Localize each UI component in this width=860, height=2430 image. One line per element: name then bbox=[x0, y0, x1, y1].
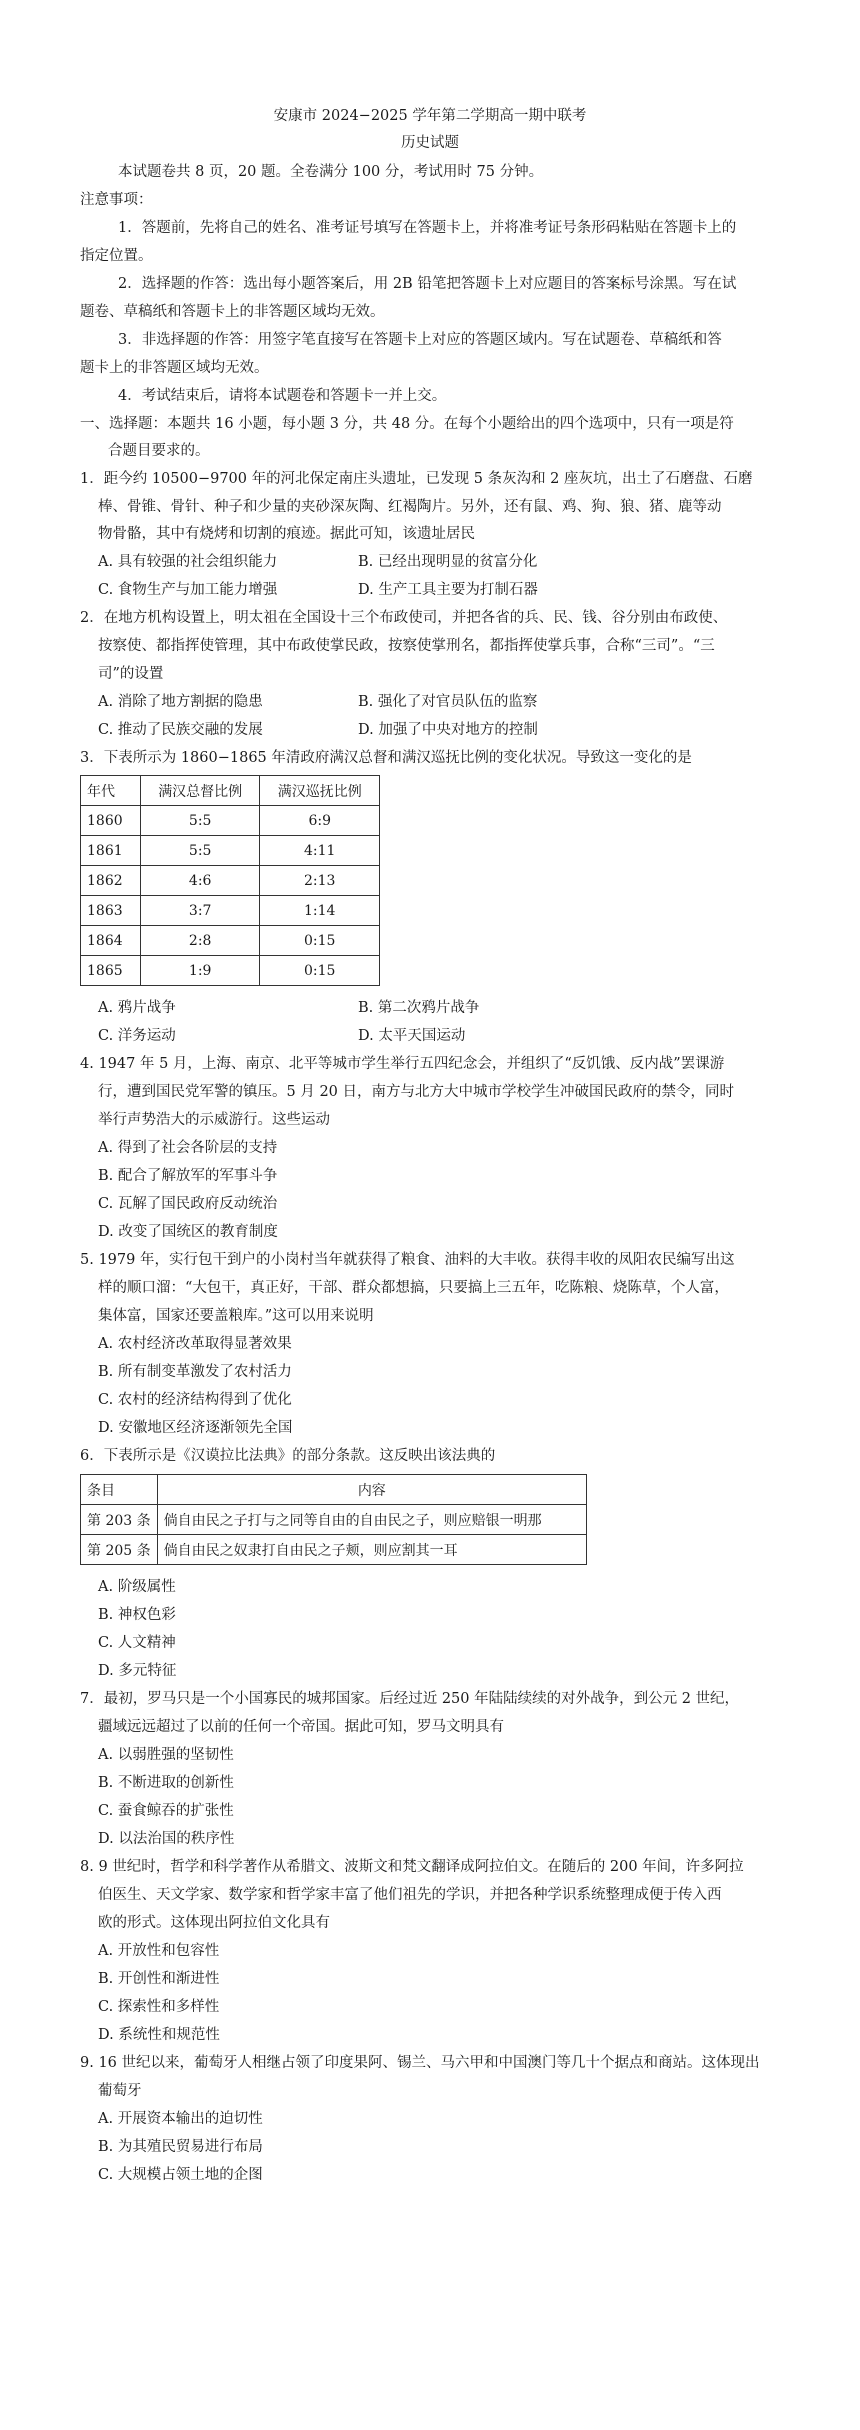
q5-option-c: C. 农村的经济结构得到了优化 bbox=[98, 1392, 292, 1408]
q8-option-c: C. 探索性和多样性 bbox=[98, 1999, 220, 2015]
exam-intro: 本试题卷共 8 页，20 题。全卷满分 100 分，考试用时 75 分钟。 bbox=[118, 164, 544, 180]
q6-option-d: D. 多元特征 bbox=[98, 1663, 177, 1679]
q3-option-d: D. 太平天国运动 bbox=[358, 1028, 466, 1044]
table-cell: 1861 bbox=[81, 836, 141, 866]
q9-stem-line-1: 9. 16 世纪以来，葡萄牙人相继占领了印度果阿、锡兰、马六甲和中国澳门等几十个据点和商站。这体现出 bbox=[80, 2055, 760, 2071]
q2-option-b: B. 强化了对官员队伍的监察 bbox=[358, 694, 538, 710]
table-row bbox=[81, 1505, 587, 1535]
table-cell: 5:5 bbox=[140, 806, 260, 836]
table-cell: 4:11 bbox=[260, 836, 380, 866]
q4-stem-line-2: 行，遭到国民党军警的镇压。5 月 20 日，南方与北方大中城市学校学生冲破国民政府的禁令，同时 bbox=[98, 1084, 734, 1100]
note-2-line-1: 2．选择题的作答：选出每小题答案后，用 2B 铅笔把答题卡上对应题目的答案标号涂黑。写在试 bbox=[118, 276, 737, 292]
q6-option-c: C. 人文精神 bbox=[98, 1635, 176, 1651]
table-row bbox=[81, 866, 380, 896]
q3-option-a: A. 鸦片战争 bbox=[98, 1000, 176, 1016]
note-1-line-1: 1．答题前，先将自己的姓名、准考证号填写在答题卡上，并将准考证号条形码粘贴在答题卡上的 bbox=[118, 220, 737, 236]
q9-option-a: A. 开展资本输出的迫切性 bbox=[98, 2111, 263, 2127]
q5-option-a: A. 农村经济改革取得显著效果 bbox=[98, 1336, 292, 1352]
q7-option-b: B. 不断进取的创新性 bbox=[98, 1775, 234, 1791]
q4-stem-line-1: 4. 1947 年 5 月，上海、南京、北平等城市学生举行五四纪念会，并组织了“反饥饿、反内战”罢课游 bbox=[80, 1056, 725, 1072]
q8-stem-line-3: 欧的形式。这体现出阿拉伯文化具有 bbox=[98, 1915, 330, 1931]
notes-heading: 注意事项： bbox=[80, 192, 153, 208]
q8-stem-line-2: 伯医生、天文学家、数学家和哲学家丰富了他们祖先的学识，并把各种学识系统整理成便于传入西 bbox=[98, 1887, 722, 1903]
table-cell: 5:5 bbox=[140, 836, 260, 866]
q3-table bbox=[80, 775, 380, 986]
table-header-row bbox=[81, 1475, 587, 1505]
table-cell: 2:8 bbox=[140, 926, 260, 956]
table-cell: 2:13 bbox=[260, 866, 380, 896]
note-2-line-2: 题卷、草稿纸和答题卡上的非答题区域均无效。 bbox=[80, 304, 385, 320]
note-3-line-2: 题卡上的非答题区域均无效。 bbox=[80, 360, 269, 376]
q6-option-a: A. 阶级属性 bbox=[98, 1579, 176, 1595]
q1-option-c: C. 食物生产与加工能力增强 bbox=[98, 582, 278, 598]
q2-option-c: C. 推动了民族交融的发展 bbox=[98, 722, 263, 738]
q9-option-c: C. 大规模占领土地的企图 bbox=[98, 2167, 263, 2183]
q7-option-a: A. 以弱胜强的坚韧性 bbox=[98, 1747, 234, 1763]
table-cell: 1860 bbox=[81, 806, 141, 836]
table-header-cell: 年代 bbox=[81, 776, 141, 806]
q5-stem-line-3: 集体富，国家还要盖粮库。”这可以用来说明 bbox=[98, 1308, 374, 1324]
q1-stem-line-1: 1．距今约 10500−9700 年的河北保定南庄头遗址，已发现 5 条灰沟和 2 座灰坑，出土了石磨盘、石磨 bbox=[80, 471, 753, 487]
table-cell: 6:9 bbox=[260, 806, 380, 836]
q4-option-c: C. 瓦解了国民政府反动统治 bbox=[98, 1196, 278, 1212]
q8-stem-line-1: 8. 9 世纪时，哲学和科学著作从希腊文、波斯文和梵文翻译成阿拉伯文。在随后的 200 年间，许多阿拉 bbox=[80, 1859, 744, 1875]
q7-stem-line-2: 疆域远远超过了以前的任何一个帝国。据此可知，罗马文明具有 bbox=[98, 1719, 504, 1735]
q2-stem-line-2: 按察使、都指挥使管理，其中布政使掌民政，按察使掌刑名，都指挥使掌兵事，合称“三司”。“三 bbox=[98, 638, 715, 654]
q2-stem-line-1: 2．在地方机构设置上，明太祖在全国设十三个布政使司，并把各省的兵、民、钱、谷分别由布政使、 bbox=[80, 610, 728, 626]
table-row bbox=[81, 926, 380, 956]
section-1-heading: 一、选择题：本题共 16 小题，每小题 3 分，共 48 分。在每个小题给出的四个选项中，只有一项是符 bbox=[80, 416, 734, 432]
q7-option-c: C. 蚕食鲸吞的扩张性 bbox=[98, 1803, 234, 1819]
table-row bbox=[81, 1535, 587, 1565]
table-cell: 0:15 bbox=[260, 926, 380, 956]
note-1-line-2: 指定位置。 bbox=[80, 248, 153, 264]
table-cell: 1864 bbox=[81, 926, 141, 956]
q7-stem-line-1: 7．最初，罗马只是一个小国寡民的城邦国家。后经过近 250 年陆陆续续的对外战争，到公元 2 世纪， bbox=[80, 1691, 740, 1707]
table-header-cell: 满汉巡抚比例 bbox=[260, 776, 380, 806]
q1-stem-line-3: 物骨骼，其中有烧烤和切割的痕迹。据此可知，该遗址居民 bbox=[98, 526, 475, 542]
q4-option-a: A. 得到了社会各阶层的支持 bbox=[98, 1140, 278, 1156]
table-cell: 1865 bbox=[81, 956, 141, 986]
q1-option-a: A. 具有较强的社会组织能力 bbox=[98, 554, 278, 570]
table-header-cell: 内容 bbox=[157, 1475, 586, 1505]
q6-option-b: B. 神权色彩 bbox=[98, 1607, 176, 1623]
q5-stem-line-1: 5. 1979 年，实行包干到户的小岗村当年就获得了粮食、油料的大丰收。获得丰收的凤阳农民编写出这 bbox=[80, 1252, 735, 1268]
table-cell: 4:6 bbox=[140, 866, 260, 896]
table-header-cell: 满汉总督比例 bbox=[140, 776, 260, 806]
table-header-cell: 条目 bbox=[81, 1475, 158, 1505]
table-cell: 倘自由民之子打与之同等自由的自由民之子，则应赔银一明那 bbox=[157, 1505, 586, 1535]
q4-option-d: D. 改变了国统区的教育制度 bbox=[98, 1224, 278, 1240]
note-4: 4．考试结束后，请将本试题卷和答题卡一并上交。 bbox=[118, 388, 447, 404]
table-cell: 0:15 bbox=[260, 956, 380, 986]
q9-stem-line-2: 葡萄牙 bbox=[98, 2083, 142, 2099]
q3-stem: 3．下表所示为 1860−1865 年清政府满汉总督和满汉巡抚比例的变化状况。导致这一变化的是 bbox=[80, 750, 692, 766]
table-cell: 3:7 bbox=[140, 896, 260, 926]
table-cell: 倘自由民之奴隶打自由民之子颊，则应割其一耳 bbox=[157, 1535, 586, 1565]
q9-option-b: B. 为其殖民贸易进行布局 bbox=[98, 2139, 263, 2155]
table-cell: 第 203 条 bbox=[81, 1505, 158, 1535]
q3-option-c: C. 洋务运动 bbox=[98, 1028, 176, 1044]
q2-option-a: A. 消除了地方割据的隐患 bbox=[98, 694, 263, 710]
q4-option-b: B. 配合了解放军的军事斗争 bbox=[98, 1168, 278, 1184]
q7-option-d: D. 以法治国的秩序性 bbox=[98, 1831, 235, 1847]
q8-option-d: D. 系统性和规范性 bbox=[98, 2027, 220, 2043]
table-row bbox=[81, 806, 380, 836]
q5-option-b: B. 所有制变革激发了农村活力 bbox=[98, 1364, 292, 1380]
table-row bbox=[81, 956, 380, 986]
table-header-row bbox=[81, 776, 380, 806]
table-cell: 1:9 bbox=[140, 956, 260, 986]
q6-table bbox=[80, 1474, 587, 1565]
table-cell: 1:14 bbox=[260, 896, 380, 926]
q3-option-b: B. 第二次鸦片战争 bbox=[358, 1000, 480, 1016]
table-cell: 1863 bbox=[81, 896, 141, 926]
q1-option-b: B. 已经出现明显的贫富分化 bbox=[358, 554, 538, 570]
q2-stem-line-3: 司”的设置 bbox=[98, 666, 164, 682]
table-cell: 1862 bbox=[81, 866, 141, 896]
q8-option-b: B. 开创性和渐进性 bbox=[98, 1971, 220, 1987]
table-cell: 第 205 条 bbox=[81, 1535, 158, 1565]
section-1-heading-cont: 合题目要求的。 bbox=[108, 443, 210, 459]
q8-option-a: A. 开放性和包容性 bbox=[98, 1943, 220, 1959]
q1-option-d: D. 生产工具主要为打制石器 bbox=[358, 582, 538, 598]
q2-option-d: D. 加强了中央对地方的控制 bbox=[358, 722, 538, 738]
q4-stem-line-3: 举行声势浩大的示威游行。这些运动 bbox=[98, 1112, 330, 1128]
table-row bbox=[81, 836, 380, 866]
q5-option-d: D. 安徽地区经济逐渐领先全国 bbox=[98, 1420, 293, 1436]
table-row bbox=[81, 896, 380, 926]
q6-stem: 6．下表所示是《汉谟拉比法典》的部分条款。这反映出该法典的 bbox=[80, 1448, 496, 1464]
q1-stem-line-2: 棒、骨锥、骨针、种子和少量的夹砂深灰陶、红褐陶片。另外，还有鼠、鸡、狗、狼、猪、鹿等动 bbox=[98, 499, 722, 515]
note-3-line-1: 3．非选择题的作答：用签字笔直接写在答题卡上对应的答题区域内。写在试题卷、草稿纸和答 bbox=[118, 332, 722, 348]
subject-title: 历史试题 bbox=[401, 135, 459, 151]
exam-title: 安康市 2024−2025 学年第二学期高一期中联考 bbox=[273, 108, 587, 124]
q5-stem-line-2: 样的顺口溜：“大包干，真正好，干部、群众都想搞，只要搞上三五年，吃陈粮、烧陈草，个人富， bbox=[98, 1280, 729, 1296]
